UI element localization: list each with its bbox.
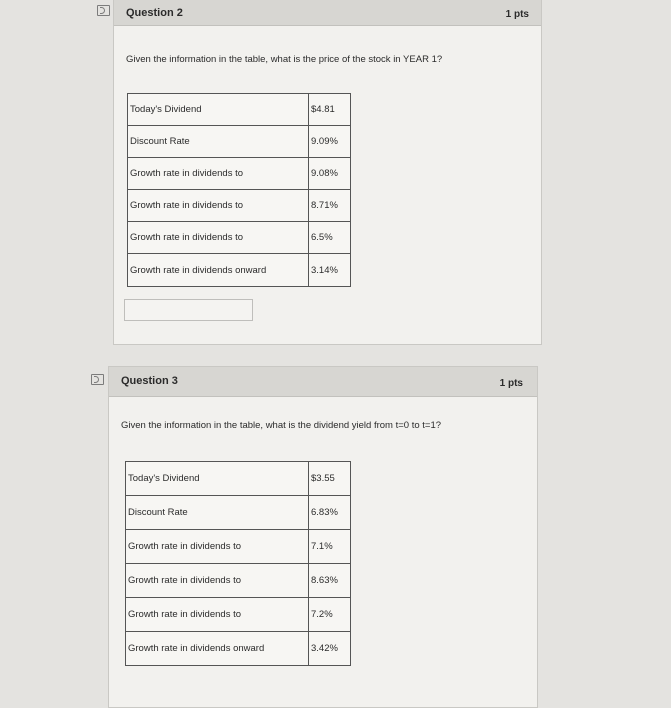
row-label: Growth rate in dividends onward: [128, 254, 309, 287]
row-label: Growth rate in dividends to: [128, 158, 309, 190]
row-value: 7.1%: [309, 530, 351, 564]
question-3-title: Question 3: [121, 375, 178, 387]
row-label: Growth rate in dividends onward: [126, 632, 309, 666]
question-3-prompt: Given the information in the table, what is the dividend yield from t=0 to t=1?: [121, 420, 442, 431]
row-value: 6.83%: [309, 496, 351, 530]
row-label: Growth rate in dividends to: [128, 190, 309, 222]
row-value: 7.2%: [309, 598, 351, 632]
flag-question-3-icon[interactable]: [91, 374, 104, 385]
row-value: 3.14%: [309, 254, 351, 287]
row-value: 3.42%: [309, 632, 351, 666]
question-2-data-table: [127, 93, 351, 287]
question-3-card: [108, 366, 538, 708]
table-row: [126, 632, 351, 666]
row-value: 8.63%: [309, 564, 351, 598]
table-row: [126, 496, 351, 530]
row-label: Growth rate in dividends to: [126, 530, 309, 564]
question-2-title: Question 2: [126, 7, 183, 19]
question-3-data-table: [125, 461, 351, 666]
row-label: Growth rate in dividends to: [126, 598, 309, 632]
table-row: [126, 530, 351, 564]
row-value: 6.5%: [309, 222, 351, 254]
row-label: Discount Rate: [126, 496, 309, 530]
row-value: 9.08%: [309, 158, 351, 190]
question-3-header: [109, 367, 537, 397]
row-value: $4.81: [309, 94, 351, 126]
row-value: 9.09%: [309, 126, 351, 158]
table-row: [128, 254, 351, 287]
table-row: [128, 94, 351, 126]
table-row: [126, 598, 351, 632]
question-2-answer-input[interactable]: [124, 299, 253, 321]
question-2-header: [114, 0, 541, 26]
table-row: [128, 126, 351, 158]
question-2-prompt: Given the information in the table, what is the price of the stock in YEAR 1?: [126, 54, 443, 65]
row-label: Growth rate in dividends to: [128, 222, 309, 254]
table-row: [126, 462, 351, 496]
table-row: [128, 190, 351, 222]
row-value: 8.71%: [309, 190, 351, 222]
question-2-points: 1 pts: [505, 9, 529, 20]
row-label: Growth rate in dividends to: [126, 564, 309, 598]
row-label: Today's Dividend: [128, 94, 309, 126]
row-label: Discount Rate: [128, 126, 309, 158]
table-row: [128, 158, 351, 190]
table-row: [128, 222, 351, 254]
table-row: [126, 564, 351, 598]
flag-question-2-icon[interactable]: [97, 5, 110, 16]
row-value: $3.55: [309, 462, 351, 496]
question-3-points: 1 pts: [499, 378, 523, 389]
row-label: Today's Dividend: [126, 462, 309, 496]
question-2-card: [113, 0, 542, 345]
